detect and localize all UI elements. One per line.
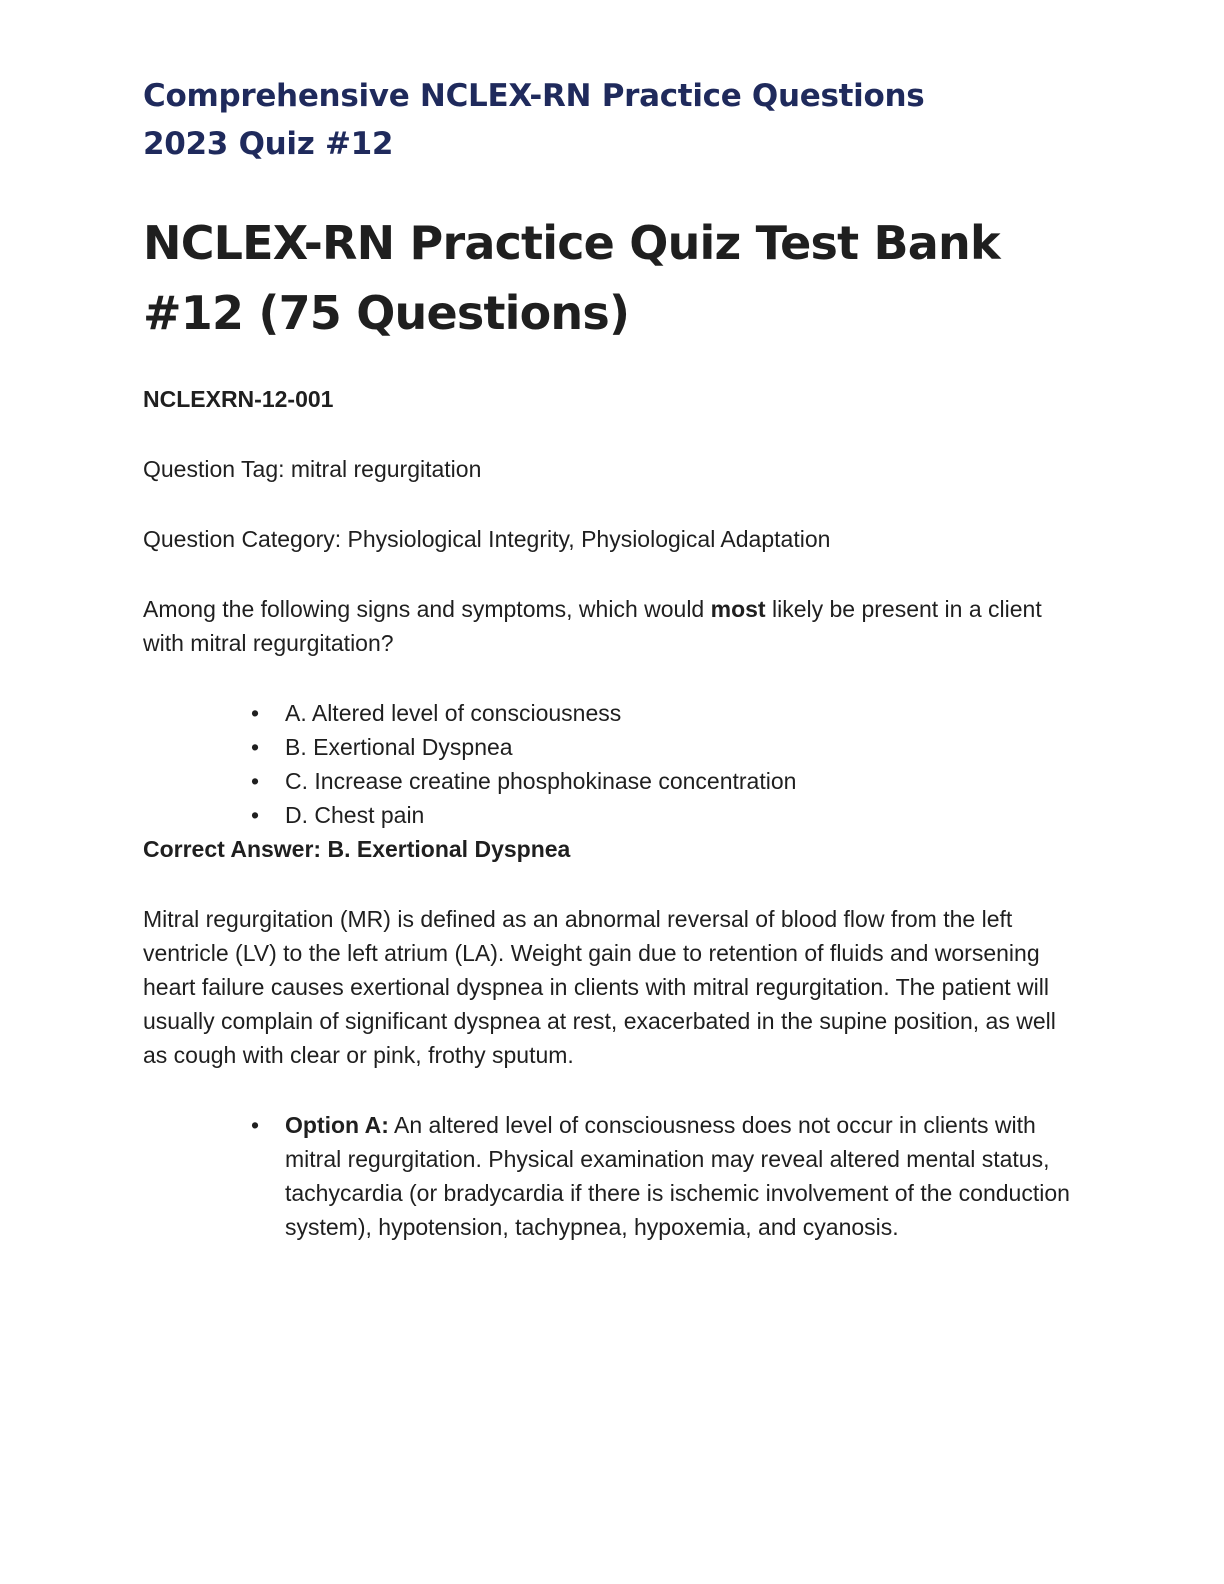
question-tag: Question Tag: mitral regurgitation bbox=[143, 456, 482, 482]
answer-choices-list bbox=[143, 696, 1073, 832]
explanation-paragraph: Mitral regurgitation (MR) is defined as an abnormal reversal of blood flow from the left ventricle (LV) to the left atrium (LA). Weight gain due to retention of fluids and worsening heart failure causes exertional dyspnea in clients with mitral regurgitation. The patient will usually complain of significant dyspnea at rest, exacerbated in the supine position, as well as cough with clear or pink, frothy sputum. bbox=[143, 906, 1056, 1068]
option-rationale-text: An altered level of consciousness does not occur in clients with mitral regurgitation. Physical examination may reveal altered mental status, tachycardia (or bradycardia if there is ischemic involvement of the conduction system), hypotension, tachypnea, hypoxemia, and cyanosis. bbox=[285, 1112, 1070, 1240]
main-heading bbox=[143, 208, 1073, 348]
main-heading-line-2: #12 (75 Questions) bbox=[143, 286, 630, 340]
correct-answer: Correct Answer: B. Exertional Dyspnea bbox=[143, 836, 571, 862]
answer-choice: • A. Altered level of consciousness bbox=[285, 696, 1073, 730]
option-rationale-list bbox=[143, 1108, 1073, 1244]
question-stem bbox=[143, 592, 1073, 660]
answer-choice: • D. Chest pain bbox=[285, 798, 1073, 832]
document-title-line-2: 2023 Quiz #12 bbox=[143, 126, 394, 162]
question-id: NCLEXRN-12-001 bbox=[143, 386, 334, 412]
option-rationale-item bbox=[285, 1108, 1073, 1244]
question-stem-start: Among the following signs and symptoms, which would bbox=[143, 596, 711, 622]
option-rationale-label: Option A: bbox=[285, 1112, 389, 1138]
answer-choice: • B. Exertional Dyspnea bbox=[285, 730, 1073, 764]
document-title-line-1: Comprehensive NCLEX-RN Practice Questions bbox=[143, 78, 925, 114]
answer-choice: • C. Increase creatine phosphokinase concentration bbox=[285, 764, 1073, 798]
document-title bbox=[143, 72, 1073, 168]
question-category: Question Category: Physiological Integrity, Physiological Adaptation bbox=[143, 526, 831, 552]
question-stem-end: likely be present in a client with mitral regurgitation? bbox=[143, 596, 1042, 656]
document-page bbox=[143, 72, 1073, 1244]
question-stem-emphasis: most bbox=[710, 596, 766, 622]
main-heading-line-1: NCLEX-RN Practice Quiz Test Bank bbox=[143, 216, 1000, 270]
